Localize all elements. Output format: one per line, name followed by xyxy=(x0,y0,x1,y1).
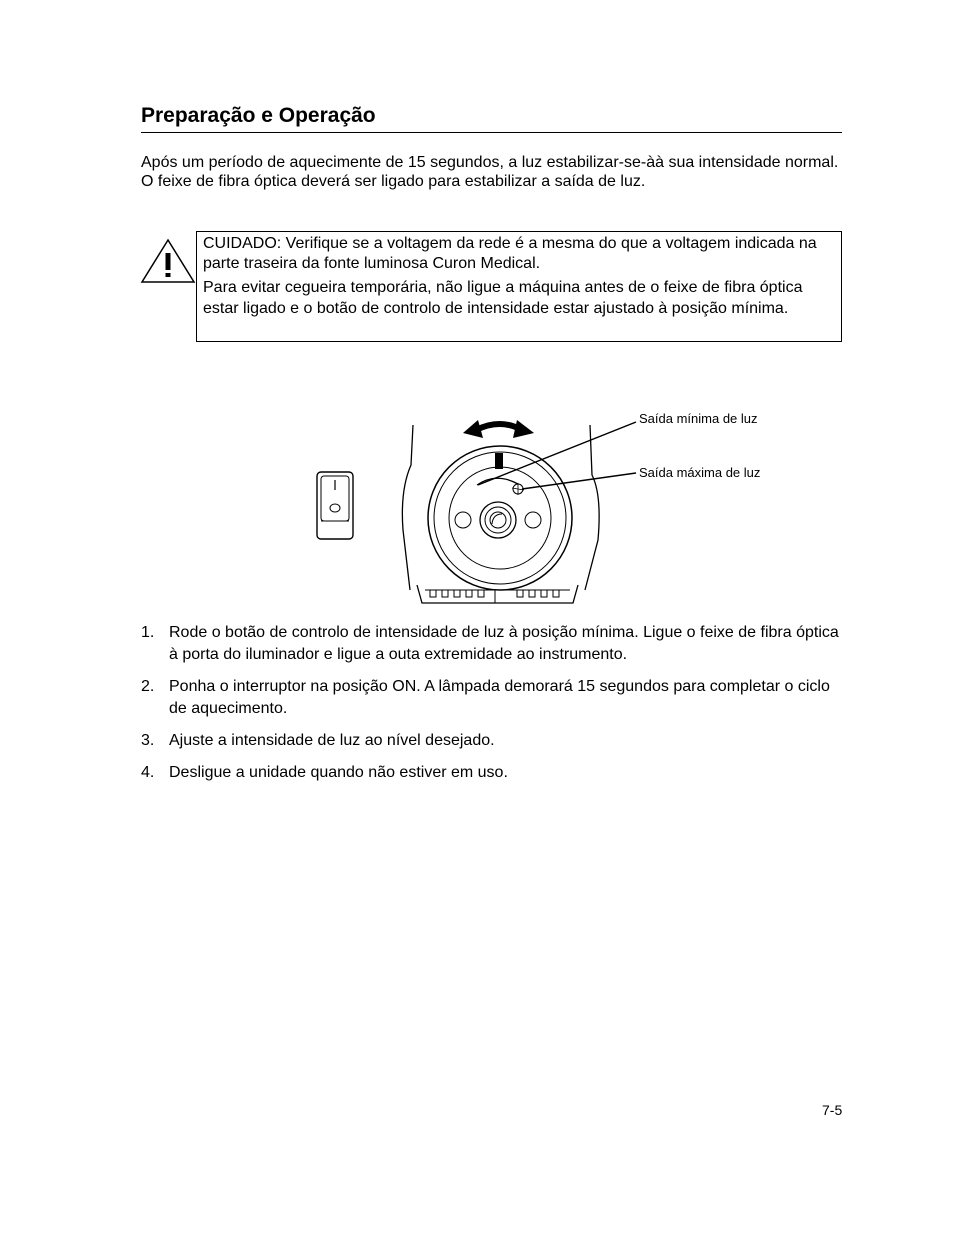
intensity-knob xyxy=(428,446,572,590)
step-text: Desligue a unidade quando não estiver em uso. xyxy=(169,764,508,781)
step-number: 3. xyxy=(141,732,155,749)
list-item xyxy=(141,622,841,666)
step-number: 4. xyxy=(141,764,155,781)
power-switch xyxy=(317,472,353,539)
procedure-steps xyxy=(141,622,841,794)
caution-box xyxy=(196,231,842,342)
caution-blindness-text: Para evitar cegueira temporária, não ligue a máquina antes de o feixe de fibra óptica estar ligado e o botão de controlo de intensidade estar ajustado à posição mínima. xyxy=(203,279,803,317)
page-number: 7-5 xyxy=(822,1102,843,1118)
label-max-light: Saída máxima de luz xyxy=(639,465,761,480)
list-item xyxy=(141,730,841,752)
light-source-illustration xyxy=(300,400,800,615)
step-text: Rode o botão de controlo de intensidade de luz à posição mínima. Ligue o feixe de fibra óptica à porta do iluminador e ligue a outa extremidade ao instrumento. xyxy=(169,624,839,663)
vent-slots xyxy=(430,590,559,603)
step-text: Ajuste a intensidade de luz ao nível desejado. xyxy=(169,732,495,749)
list-item xyxy=(141,676,841,720)
label-min-light: Saída mínima de luz xyxy=(639,411,758,426)
step-number: 2. xyxy=(141,678,155,695)
rotation-arrow-icon xyxy=(463,420,534,438)
list-item xyxy=(141,762,841,784)
step-number: 1. xyxy=(141,624,155,641)
page-title: Preparação e Operação xyxy=(141,104,842,133)
intro-paragraph: Após um período de aquecimente de 15 segundos, a luz estabilizar-se-àà sua intensidade normal. O feixe de fibra óptica deverá ser ligado para estabilizar a saída de luz. xyxy=(141,154,839,190)
warning-triangle-icon xyxy=(140,237,196,285)
step-text: Ponha o interruptor na posição ON. A lâmpada demorará 15 segundos para completar o ciclo de aquecimento. xyxy=(169,678,830,717)
caution-text: CUIDADO: Verifique se a voltagem da rede é a mesma do que a voltagem indicada na parte traseira da fonte luminosa Curon Medical. xyxy=(203,235,817,272)
